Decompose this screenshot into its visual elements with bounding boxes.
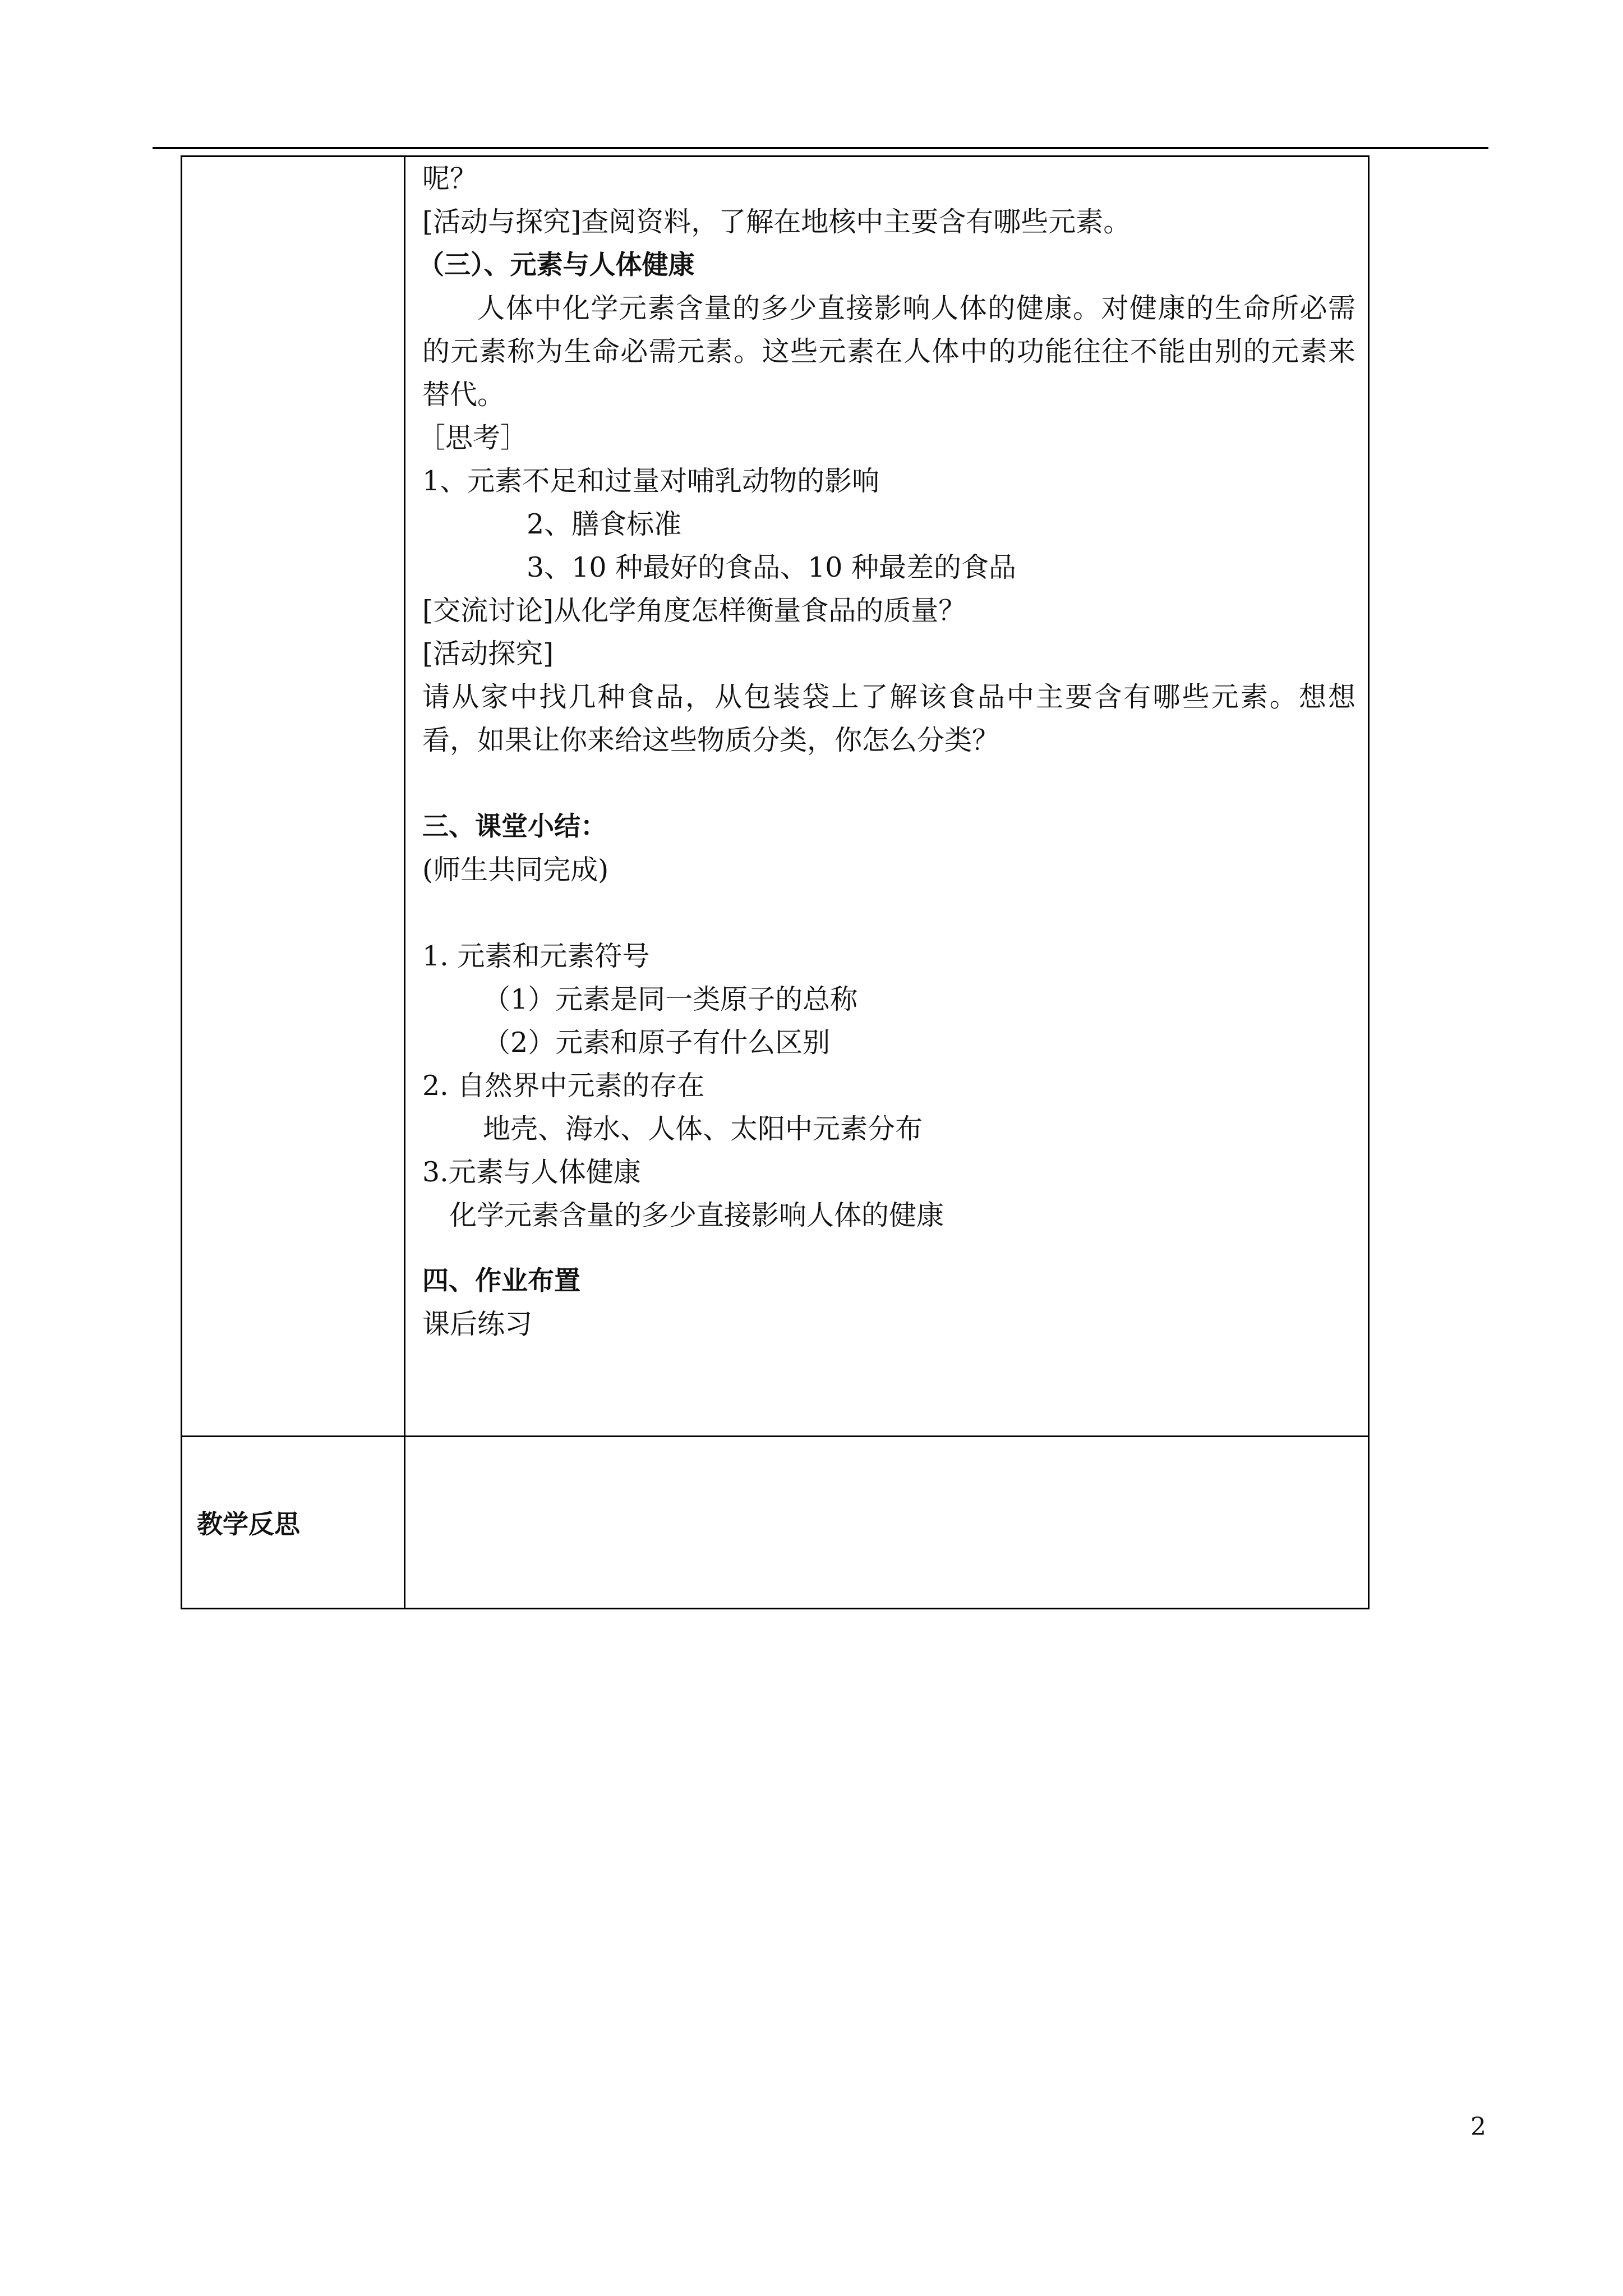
section-heading-health: （三）、元素与人体健康	[418, 250, 695, 280]
summary-item-2: 2. 自然界中元素的存在	[422, 1070, 705, 1102]
lesson-plan-table	[181, 155, 1370, 1609]
activity-paragraph: 请从家中找几种食品，从包装袋上了解该食品中主要含有哪些元素。想想看，如果让你来给这些物质分类，你怎么分类？	[422, 681, 1355, 756]
think-item-1: 1、元素不足和过量对哺乳动物的影响	[422, 465, 880, 497]
homework-text: 课后练习	[422, 1308, 533, 1340]
summary-item-2a: 地壳、海水、人体、太阳中元素分布	[483, 1113, 923, 1145]
summary-note: (师生共同完成)	[422, 854, 609, 886]
think-label: ［思考］	[418, 422, 528, 454]
homework-heading: 四、作业布置	[422, 1266, 580, 1296]
discussion-line: [交流讨论]从化学角度怎样衡量食品的质量？	[422, 595, 966, 627]
header-rule	[153, 147, 1488, 149]
left-label-cell-empty	[182, 157, 405, 1437]
text-line: 呢？	[422, 163, 478, 195]
reflection-content-cell	[405, 1437, 1369, 1609]
summary-item-3: 3.元素与人体健康	[422, 1156, 641, 1188]
summary-item-1b: （2）元素和原子有什么区别	[483, 1027, 831, 1059]
table-row-content	[182, 157, 1369, 1437]
think-item-2: 2、膳食标准	[527, 508, 682, 540]
health-paragraph: 人体中化学元素含量的多少直接影响人体的健康。对健康的生命所必需的元素称为生命必需元素。这些元素在人体中的功能往往不能由别的元素来替代。	[422, 292, 1355, 411]
summary-heading: 三、课堂小结：	[422, 811, 607, 842]
reflection-label: 教学反思	[182, 1437, 405, 1609]
summary-item-1: 1. 元素和元素符号	[422, 940, 650, 972]
activity-explore-line: [活动与探究]查阅资料，了解在地核中主要含有哪些元素。	[422, 206, 1131, 238]
summary-item-3a: 化学元素含量的多少直接影响人体的健康	[449, 1199, 944, 1231]
activity-label: [活动探究]	[422, 638, 554, 670]
think-item-3: 3、10 种最好的食品、10 种最差的食品	[527, 551, 1017, 583]
lesson-content-cell	[405, 157, 1369, 1437]
summary-item-1a: （1）元素是同一类原子的总称	[483, 983, 858, 1015]
table-row-reflection	[182, 1437, 1369, 1609]
page-number: 2	[1470, 2113, 1486, 2141]
